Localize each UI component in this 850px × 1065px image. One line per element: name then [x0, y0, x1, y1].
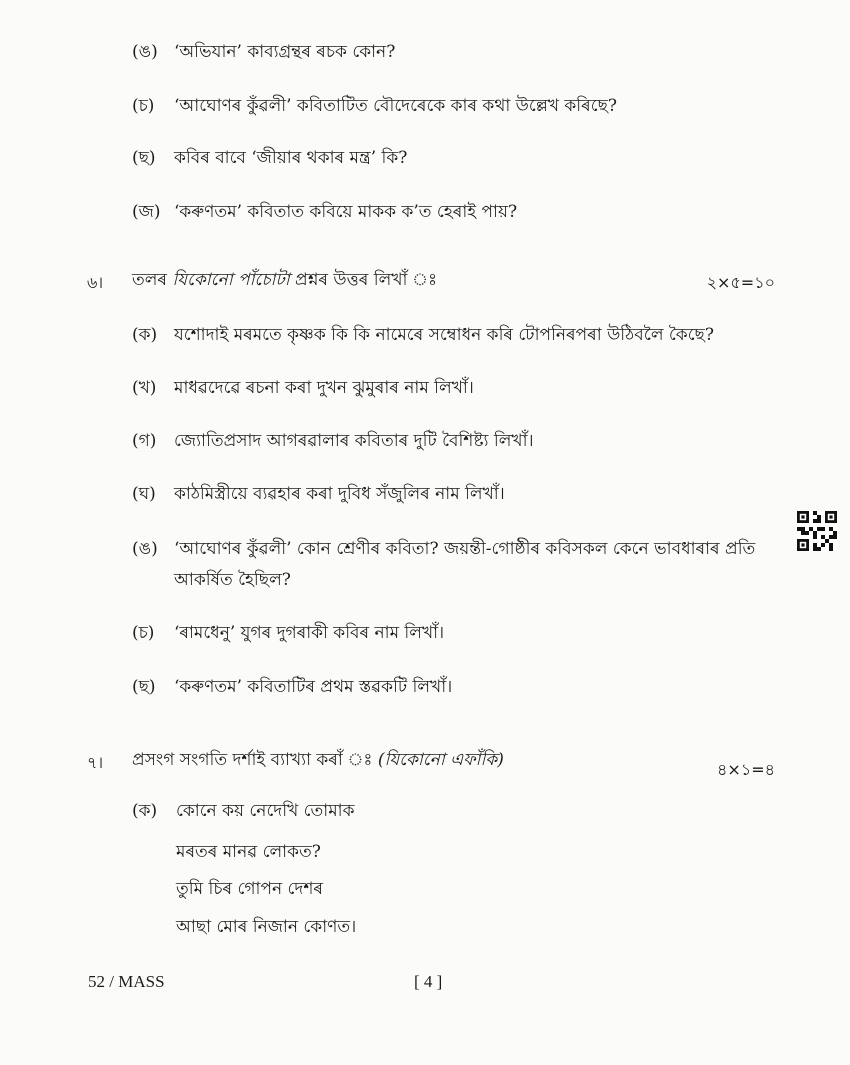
paper-code: 52 / MASS	[88, 972, 165, 991]
poem-line: তুমি চিৰ গোপন দেশৰ	[176, 879, 323, 899]
item-text: ‘ৰামধেনু’ যুগৰ দুগৰাকী কবিৰ নাম লিখাঁ।	[174, 623, 445, 643]
q7-emphasis: (যিকোনো এফাঁকি)	[377, 750, 504, 770]
q7-text: প্ৰসংগ সংগতি দৰ্শাই ব্যাখ্যা কৰাঁ ঃ	[132, 750, 373, 770]
item-label: (ঙ)	[132, 42, 158, 62]
page-number: [ 4 ]	[414, 972, 443, 991]
item-text: কবিৰ বাবে ‘জীয়াৰ থকাৰ মন্ত্ৰ’ কি?	[174, 148, 408, 168]
item-text: ‘কৰুণতম’ কবিতাত কবিয়ে মাকক ক’ত হেৰাই পায়?	[174, 202, 518, 222]
q6-prefix: তলৰ	[132, 270, 167, 290]
poem-line: মৰতৰ মানৱ লোকত?	[176, 842, 321, 862]
item-label: (ক)	[132, 325, 158, 345]
q7-number: ৭।	[87, 753, 104, 772]
item-label: (খ)	[132, 378, 157, 398]
q7-marks: ৪×১=৪	[717, 760, 775, 779]
item-text: ‘অভিযান’ কাব্যগ্ৰন্থৰ ৰচক কোন?	[174, 42, 396, 62]
q6-instruction	[132, 268, 437, 292]
item-text: যশোদাই মৰমতে কৃষ্ণক কি কি নামেৰে সম্বোধন কৰি টোপনিৰপৰা উঠিবলৈ কৈছে?	[174, 325, 714, 345]
item-label: (গ)	[132, 431, 157, 451]
item-label: (ছ)	[132, 148, 156, 168]
item-text: জ্যোতিপ্ৰসাদ আগৰৱালাৰ কবিতাৰ দুটি বৈশিষ্ট্য লিখাঁ।	[174, 431, 534, 451]
item-label: (চ)	[132, 623, 155, 643]
q6-emphasis: যিকোনো পাঁচোটা	[172, 270, 290, 290]
poem-line: কোনে কয় নেদেখি তোমাক	[176, 801, 355, 821]
q6-marks: ২×৫=১০	[706, 273, 775, 292]
item-text: মাধৱদেৱে ৰচনা কৰা দুখন ঝুমুৰাৰ নাম লিখাঁ।	[174, 378, 474, 398]
q7-instruction	[132, 748, 504, 772]
item-label: (ঙ)	[132, 539, 158, 559]
q7-item-label: (ক)	[132, 801, 158, 821]
item-text: ‘আঘোণৰ কুঁৱলী’ কবিতাটিত বৌদেৰেকে কাৰ কথা উল্লেখ কৰিছে?	[174, 96, 617, 116]
item-label: (ছ)	[132, 677, 156, 697]
qr-code-icon	[797, 511, 837, 551]
item-label: (চ)	[132, 96, 155, 116]
poem-line: আছা মোৰ নিজান কোণত।	[176, 917, 357, 937]
item-text: কাঠমিস্ত্ৰীয়ে ব্যৱহাৰ কৰা দুবিধ সঁজুলিৰ নাম লিখাঁ।	[174, 484, 505, 504]
item-label: (জ)	[132, 202, 161, 222]
q6-item-nga-continuation: আকৰ্ষিত হৈছিল?	[174, 570, 291, 590]
q6-number: ৬।	[87, 273, 104, 292]
item-label: (ঘ)	[132, 484, 156, 504]
q6-suffix: প্ৰশ্নৰ উত্তৰ লিখাঁ ঃ	[295, 270, 438, 290]
item-text: ‘কৰুণতম’ কবিতাটিৰ প্ৰথম স্তৱকটি লিখাঁ।	[174, 677, 453, 697]
item-text: ‘আঘোণৰ কুঁৱলী’ কোন শ্ৰেণীৰ কবিতা? জয়ন্তী-গোষ্ঠীৰ কবিসকল কেনে ভাবধাৰাৰ প্ৰতি	[174, 539, 756, 559]
